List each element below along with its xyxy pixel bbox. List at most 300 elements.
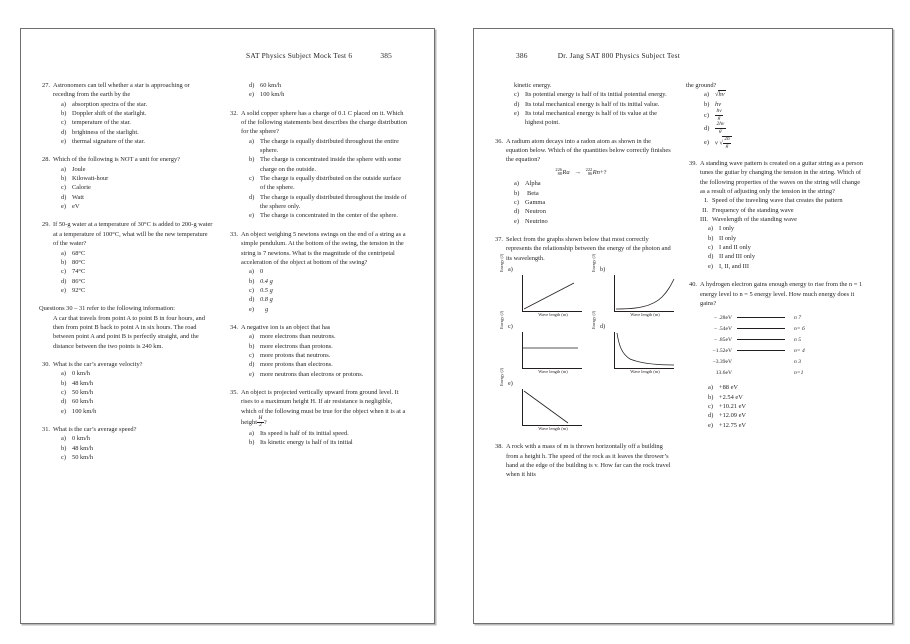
energy-value: – .85eV — [714, 336, 732, 343]
question-stem — [241, 388, 407, 429]
choice-item[interactable] — [61, 193, 213, 202]
choice-text: 48 km/h — [72, 379, 94, 387]
choice-item[interactable] — [708, 383, 866, 392]
choice-text: 50 km/h — [72, 388, 94, 396]
choice-label: b) — [708, 234, 714, 242]
choice-label: c) — [708, 402, 713, 410]
choice-text: 100 km/h — [72, 407, 97, 415]
choice-label: c) — [61, 119, 66, 127]
choice-text: 100 km/h — [260, 91, 285, 99]
choice-text: II only — [719, 234, 737, 242]
energy-level-diagram — [684, 312, 866, 378]
choice-item[interactable] — [249, 90, 407, 99]
choice-formula-fraction — [715, 109, 866, 122]
question-31-continued — [225, 81, 407, 100]
choice-label: b) — [61, 175, 67, 183]
choice-text: 92°C — [72, 286, 86, 294]
choice-label: c) — [249, 351, 254, 359]
graph-choice-a[interactable] — [499, 254, 586, 319]
choice-text: more neutrons than electrons or protons. — [260, 370, 364, 378]
curve-inverse — [614, 332, 676, 368]
question-stem: Astronomers can tell whether a star is approaching or receding from the earth by the — [53, 82, 190, 99]
energy-level-row — [698, 367, 866, 378]
choice-text: Calorie — [72, 184, 91, 192]
graph-choice-e[interactable] — [499, 368, 590, 433]
choice-label: d) — [704, 124, 710, 132]
choice-item[interactable] — [249, 295, 407, 304]
choice-text: Neutrino — [525, 217, 548, 225]
graph-plot — [591, 254, 678, 319]
choice-item[interactable] — [708, 243, 866, 252]
choice-list — [490, 90, 672, 127]
curve-linear-up — [522, 275, 584, 311]
height-fraction — [257, 416, 264, 429]
question-35-continued — [490, 81, 672, 128]
choice-label: e) — [61, 407, 66, 415]
choice-item[interactable] — [708, 262, 866, 271]
choice-item[interactable] — [514, 90, 672, 99]
choice-label: d) — [708, 412, 714, 420]
choice-list — [37, 100, 213, 147]
header-title: SAT Physics Subject Mock Test 6 — [246, 51, 353, 60]
choice-text: 48 km/h — [72, 444, 94, 452]
choice-item[interactable] — [249, 277, 407, 286]
choice-list — [225, 267, 407, 314]
roman-item — [694, 215, 866, 224]
choice-label: b) — [61, 258, 67, 266]
choice-list — [225, 429, 407, 448]
graph-plot — [499, 368, 586, 433]
choice-list — [37, 165, 213, 212]
choice-item[interactable] — [61, 369, 213, 378]
choice-label: c) — [249, 175, 254, 183]
choice-label: d) — [249, 296, 255, 304]
choice-item[interactable] — [708, 421, 866, 430]
choice-item[interactable] — [249, 267, 407, 276]
y-axis-label: Energy (J) — [499, 311, 504, 330]
choice-item[interactable] — [61, 379, 213, 388]
choice-text: 0.5 g — [260, 286, 273, 294]
choice-item[interactable] — [61, 407, 213, 416]
choice-label: b) — [249, 439, 255, 447]
graph-choice-grid — [490, 254, 672, 433]
choice-label: d) — [708, 253, 714, 261]
y-axis-label: Energy (J) — [591, 254, 596, 273]
choice-label: a) — [61, 165, 66, 173]
choice-label: b) — [704, 100, 710, 108]
x-axis-label: Wave length (m) — [630, 369, 660, 375]
choice-text: eV — [72, 203, 80, 211]
choice-text: 0 km/h — [72, 370, 90, 378]
choice-item[interactable] — [514, 179, 672, 188]
question-29 — [37, 220, 213, 295]
energy-level-row — [698, 323, 866, 334]
choice-item[interactable] — [514, 198, 672, 207]
choice-label: d) — [61, 128, 67, 136]
fraction-numerator: 2h — [724, 135, 730, 142]
choice-text: Its total mechanical energy is half of its value at the highest point. — [525, 110, 657, 127]
graph-plot — [591, 311, 678, 376]
choice-item[interactable] — [514, 207, 672, 216]
page-header-385 — [37, 51, 418, 67]
question-number: 33. — [230, 230, 238, 238]
roman-text: Speed of the traveling wave that creates the pattern — [712, 197, 843, 205]
question-number: 29. — [42, 221, 50, 229]
roman-text: Frequency of the standing wave — [712, 206, 794, 214]
question-36 — [490, 137, 672, 226]
question-number: 35. — [230, 388, 238, 396]
choice-item[interactable] — [249, 193, 407, 212]
choice-text: +88 eV — [719, 384, 739, 392]
choice-item[interactable] — [704, 135, 866, 150]
energy-level-row — [698, 334, 866, 345]
fraction-numerator: H — [258, 415, 263, 421]
question-30 — [37, 360, 213, 416]
choice-item[interactable] — [514, 100, 672, 109]
graph-choice-c[interactable] — [499, 311, 586, 376]
question-38-continued — [684, 81, 866, 150]
choice-text: 60 km/h — [260, 82, 282, 89]
choice-text: II and III only — [719, 253, 756, 261]
graph-row — [499, 254, 672, 319]
choice-text: +12.09 eV — [719, 412, 747, 420]
choice-item[interactable] — [249, 137, 407, 156]
choice-item[interactable] — [704, 100, 866, 109]
question-number: 36. — [495, 137, 503, 145]
graph-choice-b[interactable] — [591, 254, 678, 319]
question-number: 39. — [689, 160, 697, 168]
choice-list — [37, 249, 213, 296]
choice-text: 86°C — [72, 277, 86, 285]
choice-text: 0.8 g — [260, 296, 273, 304]
roman-item — [694, 196, 866, 205]
choice-text: 68°C — [72, 249, 86, 257]
choice-text: Its speed is half of its initial speed. — [260, 429, 349, 437]
choice-item[interactable] — [514, 217, 672, 226]
choice-label: c) — [514, 91, 519, 99]
choice-item[interactable] — [249, 81, 407, 90]
continued-stem: the ground? — [686, 82, 717, 89]
choice-formula-fraction — [715, 122, 866, 135]
choice-text: Its total mechanical energy is half of its initial value. — [525, 100, 660, 108]
graph-plot — [499, 254, 586, 319]
choice-item[interactable] — [61, 388, 213, 397]
choice-label: b) — [514, 189, 520, 197]
y-axis-label: Energy (J) — [591, 311, 596, 330]
choice-label: c) — [61, 268, 66, 276]
choice-text: 50 km/h — [72, 454, 94, 462]
x-axis-label: Wave length (m) — [630, 312, 660, 318]
choice-item[interactable] — [249, 174, 407, 193]
choice-text: The charge is concentrated inside the sphere with some charge on the outside. — [260, 156, 402, 173]
choice-list — [684, 90, 866, 150]
choice-item[interactable] — [514, 189, 672, 198]
choice-list — [225, 137, 407, 221]
radicand: hv — [718, 91, 725, 99]
choice-label: c) — [61, 388, 66, 396]
radical-glyph: √ — [715, 91, 719, 99]
graph-label: e) — [508, 380, 513, 388]
choice-item[interactable] — [249, 211, 407, 220]
choice-label: b) — [249, 156, 255, 164]
question-34 — [225, 323, 407, 379]
question-38 — [490, 442, 672, 479]
choice-item[interactable] — [61, 100, 213, 109]
level-n-label: n 7 — [794, 314, 801, 321]
level-bar — [737, 328, 785, 329]
choice-text: The charge is equally distributed on the outside surface of the sphere. — [260, 175, 402, 192]
choice-label: d) — [249, 361, 255, 369]
choice-label: c) — [61, 184, 66, 192]
choice-text: The charge is equally distributed throughout the entire sphere. — [260, 137, 399, 155]
graph-label: b) — [600, 266, 606, 274]
level-bar — [737, 317, 785, 318]
choice-label: a) — [514, 180, 519, 188]
choice-item[interactable] — [704, 109, 866, 122]
graph-row — [499, 368, 672, 433]
choice-item[interactable] — [514, 109, 672, 128]
page-385-column-1 — [37, 81, 213, 471]
equation-tail: +? — [599, 168, 607, 176]
energy-value: – .54eV — [714, 325, 732, 332]
question-stem: A rock with a mass of m is thrown horizontally off a building from a height h. The speed of the rock as it leaves the thrower’s hand at the edge of the building is v. How far can the rock travel when it hits — [506, 443, 671, 479]
choice-text: 80°C — [72, 258, 86, 266]
choice-label: b) — [61, 379, 67, 387]
choice-item[interactable] — [61, 453, 213, 462]
y-axis-label: Energy (J) — [499, 368, 504, 387]
question-number: 28. — [42, 156, 50, 164]
choice-item[interactable] — [61, 183, 213, 192]
choice-label: e) — [61, 286, 66, 294]
choice-item[interactable] — [61, 286, 213, 295]
choice-list — [225, 332, 407, 379]
choice-item[interactable] — [61, 267, 213, 276]
choice-label: d) — [61, 277, 67, 285]
energy-value: –1.52eV — [712, 347, 732, 354]
choice-item[interactable] — [249, 360, 407, 369]
page-386-column-2 — [684, 81, 866, 489]
passage-lead: Questions 30 – 31 refer to the following information: — [39, 305, 175, 313]
question-31 — [37, 425, 213, 462]
choice-text: 0 — [260, 268, 264, 276]
choice-formula-sqrt — [715, 90, 866, 99]
nuclide-radium — [555, 168, 569, 178]
choice-label: d) — [61, 193, 67, 201]
fraction-denominator: g — [719, 128, 722, 135]
page-385-columns — [37, 81, 418, 471]
question-35 — [225, 388, 407, 448]
choice-text: more protons than electrons. — [260, 361, 333, 369]
question-stem: A negative ion is an object that has — [241, 323, 331, 331]
page-385-column-2 — [225, 81, 407, 471]
question-number: 37. — [495, 236, 503, 244]
choice-text: Kilowatt-hour — [72, 175, 109, 183]
level-bar — [737, 339, 785, 340]
fraction-numerator: hv — [716, 108, 722, 115]
roman-list — [684, 196, 866, 224]
question-28 — [37, 155, 213, 211]
energy-value: –3.39eV — [712, 358, 732, 365]
question-32 — [225, 109, 407, 221]
choice-item[interactable] — [61, 174, 213, 183]
energy-level-row — [698, 312, 866, 323]
passage-30-31 — [37, 304, 213, 351]
choice-item[interactable] — [61, 258, 213, 267]
choice-item[interactable] — [249, 342, 407, 351]
question-stem: A hydrogen electron gains enough energy to rise from the n = 1 energy level to n = 5 energy level. How much energy does it gains? — [700, 281, 863, 307]
choice-text: more electrons than neutrons. — [260, 333, 336, 341]
choice-list — [37, 369, 213, 416]
choice-label: c) — [61, 454, 66, 462]
roman-item — [694, 206, 866, 215]
choice-text: 60 km/h — [72, 398, 94, 406]
choice-text: g — [265, 305, 269, 313]
curve-constant — [522, 332, 584, 368]
question-stem: If 50-g water at a temperature of 30°C is added to 200-g water at a temperature of 100°C, what will be the new temperature of the water? — [53, 221, 213, 248]
choice-item[interactable] — [708, 224, 866, 233]
choice-label: b) — [708, 393, 714, 401]
choice-label: e) — [708, 421, 713, 429]
choice-formula-v-sqrt-fraction — [715, 136, 866, 150]
choice-text: Neutron — [525, 208, 546, 216]
graph-plot — [499, 311, 586, 376]
question-stem: What is the car’s average velocity? — [53, 360, 143, 368]
choice-item[interactable] — [61, 249, 213, 258]
curve-exponential-up — [614, 275, 676, 311]
choice-text: The charge is equally distributed throughout the inside of the sphere only. — [260, 193, 407, 211]
choice-item[interactable] — [61, 397, 213, 406]
choice-item[interactable] — [249, 305, 407, 314]
level-n-label: n= 6 — [794, 325, 805, 332]
choice-item[interactable] — [249, 332, 407, 341]
choice-label: c) — [708, 244, 713, 252]
choice-label: c) — [514, 199, 519, 207]
question-stem: Which of the following is NOT a unit for energy? — [53, 156, 181, 164]
passage-body: A car that travels from point A to point B in four hours, and then from point B back to point A in six hours. The road between point A and point B is perfectly straight, and the distance between the two points is 240 km. — [53, 314, 205, 350]
choice-label: e) — [249, 305, 254, 313]
choice-item[interactable] — [708, 393, 866, 402]
choice-item[interactable] — [704, 122, 866, 135]
choice-text: +10.21 eV — [719, 402, 747, 410]
choice-item[interactable] — [249, 438, 407, 447]
choice-label: a) — [249, 137, 254, 145]
choice-label: d) — [514, 208, 520, 216]
choice-item[interactable] — [249, 155, 407, 174]
roman-label: II. — [702, 206, 708, 214]
choice-item[interactable] — [61, 444, 213, 453]
choice-item[interactable] — [249, 286, 407, 295]
radical-glyph: √ — [719, 139, 723, 146]
page-385 — [20, 28, 435, 624]
choice-item[interactable] — [708, 252, 866, 261]
choice-text: Doppler shift of the starlight. — [72, 110, 147, 118]
choice-label: a) — [61, 249, 66, 257]
choice-list — [684, 383, 866, 430]
choice-text: temperature of the star. — [72, 119, 131, 127]
choice-label: a) — [249, 429, 254, 437]
choice-text: I and II only — [719, 244, 751, 252]
nuclide-numbers: 226 88 — [555, 166, 562, 177]
arrow-glyph: → — [574, 168, 581, 176]
energy-level-row — [698, 356, 866, 367]
choice-item[interactable] — [61, 434, 213, 443]
choice-item[interactable] — [708, 234, 866, 243]
level-n-label: n 3 — [794, 358, 801, 365]
question-number: 32. — [230, 109, 238, 117]
choice-text: I only — [719, 225, 735, 233]
choice-label: b) — [61, 110, 67, 118]
choice-text: thermal signature of the star. — [72, 138, 145, 146]
choice-item[interactable] — [61, 118, 213, 127]
choice-item[interactable] — [61, 202, 213, 211]
choice-item[interactable] — [249, 370, 407, 379]
fraction-denominator: g — [725, 142, 729, 149]
choice-text: Its potential energy is half of its initial potential energy. — [525, 91, 667, 99]
leading-variable: v — [715, 139, 718, 146]
choice-item[interactable] — [61, 277, 213, 286]
choice-label: d) — [514, 100, 520, 108]
choice-label: c) — [704, 111, 709, 119]
question-number: 30. — [42, 360, 50, 368]
choice-text: absorption spectra of the star. — [72, 100, 148, 108]
choice-label: c) — [249, 286, 254, 294]
roman-label: III. — [700, 216, 708, 224]
choice-text: +12.75 eV — [719, 421, 747, 429]
choice-text: Beta — [527, 189, 539, 197]
choice-item[interactable] — [61, 137, 213, 146]
choice-label: e) — [514, 110, 519, 118]
choice-item[interactable] — [61, 128, 213, 137]
choice-label: b) — [61, 444, 67, 452]
graph-choice-d[interactable] — [591, 311, 678, 376]
fraction-denominator: g — [717, 115, 721, 122]
energy-value: – .28eV — [714, 314, 732, 321]
choice-text: The charge is concentrated in the center of the sphere. — [260, 212, 398, 220]
question-stem: A solid copper sphere has a charge of 0.1 C placed on it. Which of the following statements best describes the charge distribution for the sphere? — [241, 109, 408, 136]
choice-label: e) — [249, 91, 254, 99]
choice-label: e) — [708, 262, 713, 270]
question-40 — [684, 280, 866, 430]
choice-formula-plain: hv — [715, 100, 722, 108]
choice-item[interactable] — [704, 90, 866, 99]
x-axis-label: Wave length (m) — [538, 312, 568, 318]
choice-item[interactable] — [249, 351, 407, 360]
choice-item[interactable] — [249, 429, 407, 438]
header-title: Dr. Jang SAT 800 Physics Subject Test — [557, 51, 680, 60]
choice-item[interactable] — [708, 402, 866, 411]
choice-text: Joule — [72, 165, 86, 173]
choice-label: e) — [514, 217, 519, 225]
choice-text: 0 km/h — [72, 435, 90, 443]
choice-label: a) — [704, 91, 709, 99]
level-n-label: n= 4 — [794, 347, 805, 354]
curve-linear-down — [522, 389, 584, 425]
continued-line: kinetic energy. — [514, 82, 552, 89]
graph-label: d) — [600, 323, 606, 331]
y-axis-label: Energy (J) — [499, 254, 504, 273]
nuclide-radon — [586, 168, 600, 178]
question-stem: What is the car’s average speed? — [53, 426, 137, 433]
choice-item[interactable] — [61, 165, 213, 174]
choice-item[interactable] — [61, 109, 213, 118]
choice-label: e) — [61, 138, 66, 146]
fraction-denominator: 2 — [259, 421, 262, 428]
choice-item[interactable] — [708, 411, 866, 420]
choice-label: a) — [61, 370, 66, 378]
question-stem: Select from the graphs shown below that most correctly represents the relationship between the energy of the photon and its wavelength. — [506, 236, 671, 262]
choice-list — [37, 434, 213, 462]
question-stem-tail: ? — [263, 418, 267, 426]
